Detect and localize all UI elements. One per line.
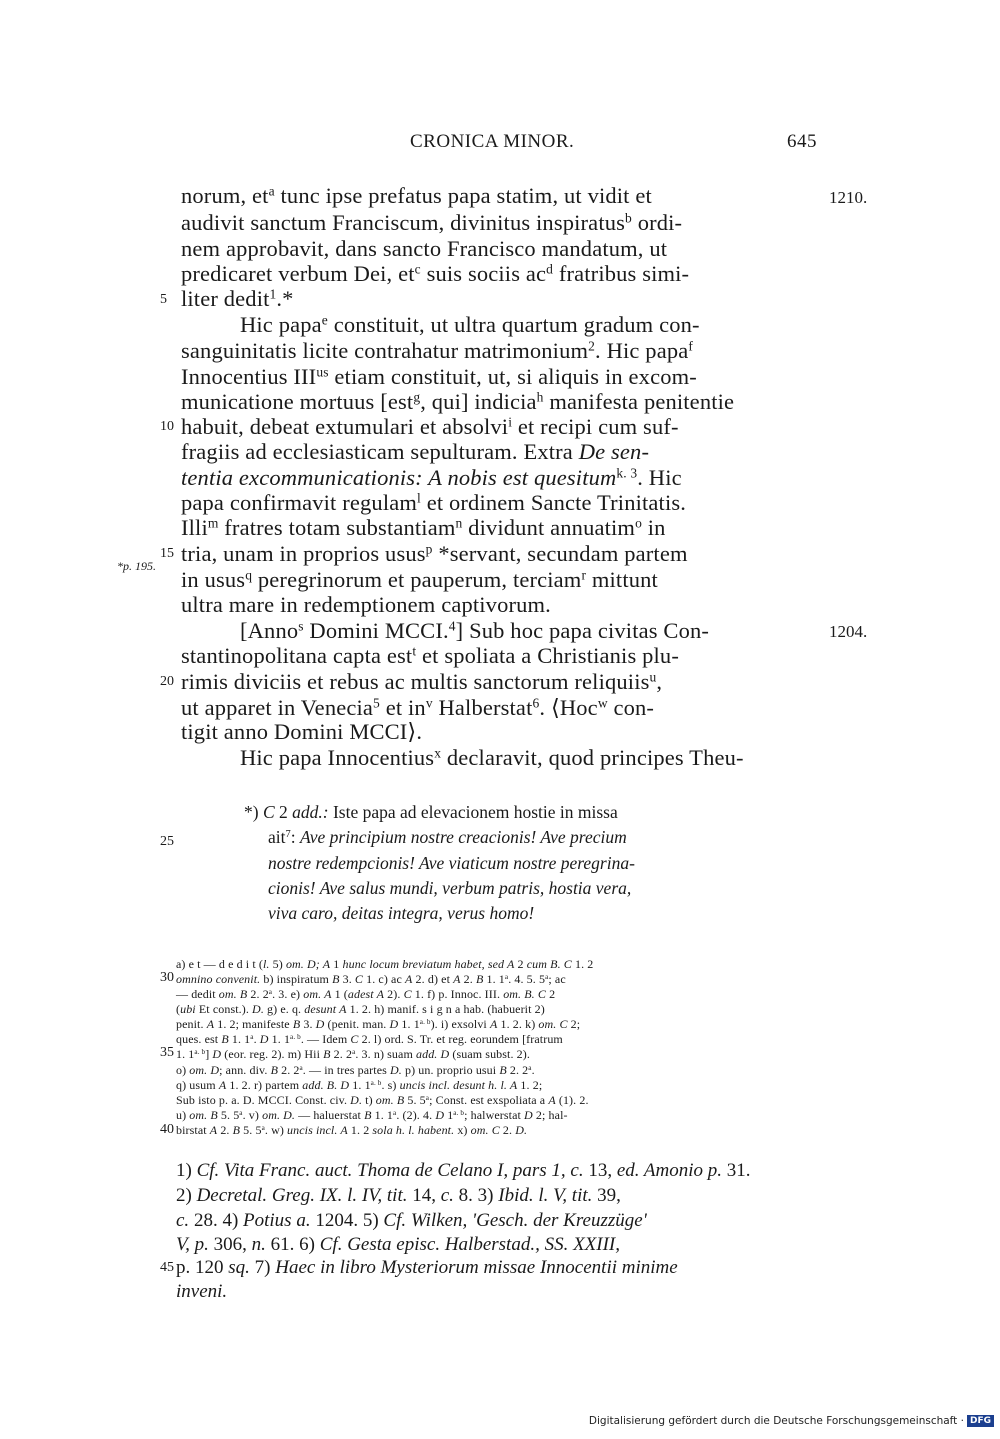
line-number: 15 [160, 546, 174, 561]
body-line: rimis diviciis et rebus ac multis sanctorum reliquiis$^u$, [181, 669, 663, 694]
footnote-line: 1) Cf. Vita Franc. auct. Thoma de Celano I, pars 1, c. 13, ed. Amonio p. 31. [176, 1160, 751, 1181]
body-line: [Anno$^s$ Domini MCCI.$^4$] Sub hoc papa civitas Con- [240, 618, 710, 643]
star-note-line: nostre redempcionis! Ave viaticum nostre peregrina- [268, 853, 635, 873]
body-line: Hic papa$^e$ constituit, ut ultra quartum gradum con- [240, 312, 700, 337]
body-line: in usus$^q$ peregrinorum et pauperum, terciam$^r$ mittunt [181, 567, 658, 592]
line-number: 10 [160, 419, 174, 434]
margin-page-ref: *p. 195. [117, 559, 156, 573]
line-number: 25 [160, 834, 174, 849]
margin-year-1204: 1204. [829, 622, 868, 641]
body-line: audivit sanctum Franciscum, divinitus inspiratus$^b$ ordi- [181, 210, 683, 235]
body-line: liter dedit$^1$.* [181, 286, 294, 311]
body-line: Hic papa Innocentius$^x$ declaravit, quod principes Theu- [240, 745, 744, 770]
apparatus-line: ques. est B 1. 1$^a$. D 1. $1^{a. b}$. — Idem C 2. l) ord. S. Tr. et reg. eorundem [fratrum [176, 1032, 563, 1046]
body-line: ut apparet in Venecia$^5$ et $in^v$ Halberstat$^6$. ⟨Hoc$^w$ con- [181, 695, 655, 720]
apparatus-line: birstat A 2. B 5. 5$^a$. w) uncis incl. A 1. 2 sola h. l. habent. x) om. C 2. D. [176, 1123, 528, 1137]
digitization-credit [589, 1415, 994, 1427]
body-line: nem approbavit, dans sancto Francisco mandatum, ut [181, 236, 668, 261]
body-line: predicaret verbum Dei, $et^c$ suis sociis $ac^d$ fratribus simi- [181, 261, 690, 286]
dfg-logo-icon: DFG [967, 1415, 994, 1427]
running-title: CRONICA MINOR. [410, 131, 575, 152]
apparatus-line: a) e t — d e d i t (l. 5) om. D; A 1 hunc locum breviatum habet, sed A 2 cum B. C 1. 2 [176, 957, 594, 971]
footnote-line: c. 28. 4) Potius a. 1204. 5) Cf. Wilken, 'Gesch. der Kreuzzüge' [176, 1210, 647, 1231]
apparatus-line: omnino convenit. b) inspiratum B 3. C 1. c) ac A 2. d) et A 2. B 1. 1$^a$. 4. 5. 5$^a$; ac [176, 972, 566, 986]
body-line: papa confirmavit regulam$^l$ et ordinem Sancte Trinitatis. [181, 490, 687, 515]
body-line: norum, $et^a$ tunc ipse prefatus papa statim, ut vidit et [181, 183, 652, 208]
body-line: Innocentius $III^{us}$ etiam constituit, ut, si aliquis in excom- [181, 364, 697, 389]
footnote-line: 2) Decretal. Greg. IX. l. IV, tit. 14, c. 8. 3) Ibid. l. V, tit. 39, [176, 1185, 621, 1206]
apparatus-line: o) om. D; ann. div. B 2. 2$^a$. — in tres partes D. p) un. proprio usui B 2. 2$^a$. [176, 1063, 535, 1077]
body-line: habuit, debeat extumulari et absolvi$^i$ et recipi cum suf- [181, 414, 679, 439]
footnote-line: p. 120 sq. 7) Haec in libro Mysteriorum missae Innocentii minime [176, 1257, 678, 1278]
apparatus-line: — dedit om. B 2. 2$^a$. 3. e) om. A 1 (adest A 2). C 1. f) p. Innoc. III. om. B. C 2 [176, 987, 556, 1001]
body-line: municatione mortuus [est$^g$, qui] indicia$^h$ manifesta penitentie [181, 389, 735, 414]
star-note-line: cionis! Ave salus mundi, verbum patris, hostia vera, [268, 878, 632, 898]
footnote-line: V, p. 306, n. 61. 6) Cf. Gesta episc. Halberstad., SS. XXIII, [176, 1234, 621, 1255]
apparatus-line: 1. $1^{a. b}$] D (eor. reg. 2). m) Hii B 2. 2$^a$. 3. n) suam add. D (suam subst. 2). [176, 1047, 530, 1061]
line-number: 30 [160, 970, 174, 985]
body-line: stantinopolitana capta est$^t$ et spoliata a Christianis plu- [181, 643, 679, 668]
star-note-line: ait$^7$: Ave principium nostre creacionis! Ave precium [268, 827, 627, 847]
apparatus-line: penit. A 1. 2; manifeste B 3. D (penit. man. D 1. $1^{a. b}$). i) exsolvi A 1. 2. k) om. C 2; [176, 1017, 581, 1031]
line-number: 45 [160, 1260, 174, 1275]
body-line: tentia excommunicationis: A nobis est quesitum$^{k. 3}$. Hic [181, 465, 682, 490]
body-line: fragiis ad ecclesiasticam sepulturam. Extra De sen- [181, 439, 650, 464]
footnote-line: inveni. [176, 1281, 228, 1302]
credit-text: Digitalisierung gefördert durch die Deutsche Forschungsgemeinschaft · [588, 1415, 964, 1427]
body-line: tria, unam in proprios usus$^p$ *servant, secundam partem [181, 541, 688, 566]
apparatus-line: u) om. B 5. 5$^a$. v) om. D. — haluerstat B 1. 1$^a$. (2). 4. D $1^{a. b}$; halwerstat D 2; hal- [176, 1108, 568, 1122]
line-number: 5 [160, 292, 167, 307]
star-note-line: *) C 2 add.: Iste papa ad elevacionem hostie in missa [244, 802, 618, 822]
apparatus-line: (ubi Et const.). D. g) e. q. desunt A 1. 2. h) manif. s i g n a hab. (habuerit 2) [176, 1002, 545, 1016]
apparatus-line: q) usum A 1. 2. r) partem add. B. D 1. $1^{a. b}$. s) uncis incl. desunt h. l. A 1. 2; [176, 1078, 543, 1092]
page-number: 645 [787, 131, 817, 152]
star-note-line: viva caro, deitas integra, verus homo! [268, 903, 535, 923]
apparatus-line: Sub isto p. a. D. MCCI. Const. civ. D. t) om. B 5. 5$^a$; Const. est exspoliata a A (1). 2. [176, 1093, 589, 1107]
body-line: Illi$^m$ fratres totam substantiam$^n$ dividunt annuatim$^o$ in [181, 515, 666, 540]
line-number: 35 [160, 1045, 174, 1060]
body-line: ultra mare in redemptionem captivorum. [181, 592, 551, 617]
body-line: tigit anno Domini MCCI⟩. [181, 719, 423, 744]
line-number: 40 [160, 1122, 174, 1137]
body-line: sanguinitatis licite contrahatur matrimonium$^2$. Hic papa$^f$ [181, 338, 694, 363]
line-number: 20 [160, 674, 174, 689]
margin-year-1210: 1210. [829, 188, 868, 207]
